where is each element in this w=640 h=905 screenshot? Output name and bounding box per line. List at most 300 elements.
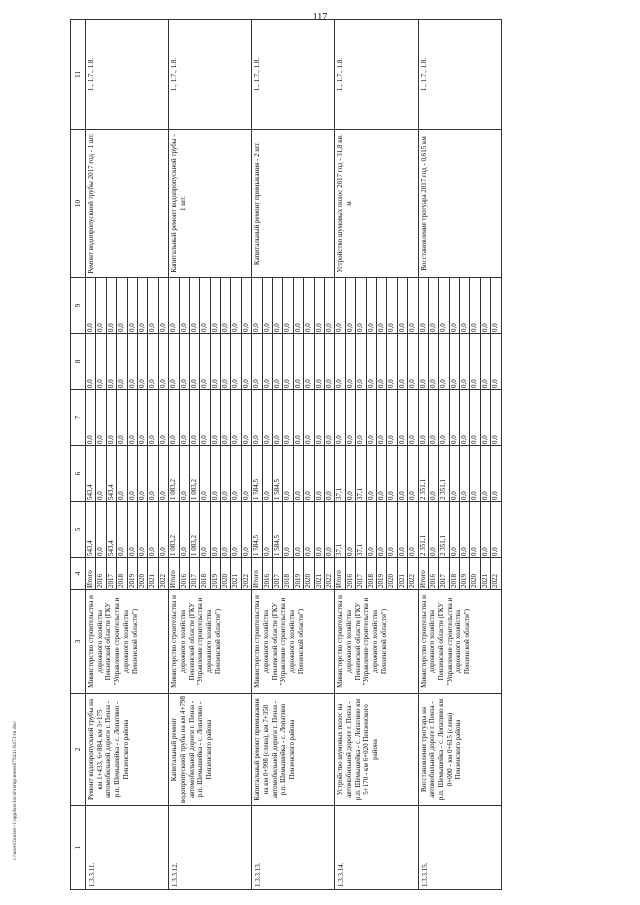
value-cell: 0,0: [231, 390, 241, 445]
activity-name: Устройство шумовых полос на автомобильной дороге г. Пенза - р.п. Шемышейка - с. Лопатино км 5+170 - км 6+020 Пензенского района: [335, 694, 418, 806]
value-cell: 0,0: [387, 502, 397, 557]
value-cell: 0,0: [367, 446, 377, 501]
value-cell: 0,0: [398, 278, 408, 333]
value-cell: 1 083,2: [190, 502, 200, 557]
value-cell: 0,0: [346, 502, 356, 557]
value-cell: 0,0: [377, 502, 387, 557]
indicator-link: 1., 1.7., 1.8.: [252, 20, 335, 130]
value-cell: 0,0: [96, 278, 106, 333]
values-c9: [169, 278, 252, 334]
value-cell: 0,0: [263, 446, 273, 501]
values-c5: [169, 502, 252, 558]
value-cell: 0,0: [387, 334, 397, 389]
value-cell: 0,0: [158, 491, 167, 500]
values-c8: [252, 334, 335, 390]
page-number: 117: [312, 12, 328, 23]
value-cell: 0,0: [481, 446, 491, 501]
file-path-footer: c:\users\borisb~1\appdata\local\temp\notes879441\6473-m.doc: [12, 721, 18, 860]
value-cell: 2022: [158, 574, 167, 588]
value-cell: 0,0: [491, 323, 500, 332]
value-cell: 0,0: [158, 379, 167, 388]
value-cell: 0,0: [491, 379, 500, 388]
value-cell: 0,0: [128, 502, 138, 557]
value-cell: 0,0: [439, 278, 449, 333]
row-code: 1.3.3.11.: [86, 806, 169, 890]
value-cell: 0,0: [346, 278, 356, 333]
value-cell: 2021: [231, 558, 241, 589]
value-cell: 0,0: [211, 390, 221, 445]
column-header-5: 5: [71, 502, 86, 558]
value-cell: 2018: [367, 558, 377, 589]
value-cell: 2022: [241, 574, 250, 588]
values-c9: [335, 278, 418, 334]
value-cell: 0,0: [491, 547, 500, 556]
value-cell: 2020: [221, 558, 231, 589]
value-cell: 2020: [138, 558, 148, 589]
value-cell: 0,0: [86, 278, 96, 333]
value-cell: 2018: [117, 558, 127, 589]
expected-result: Ремонт водопропускной трубы 2017 год - 1 шт.: [86, 130, 169, 278]
value-cell: 0,0: [211, 446, 221, 501]
value-cell: 0,0: [273, 390, 283, 445]
value-cell: 0,0: [481, 334, 491, 389]
column-header-3: 3: [71, 590, 86, 694]
executor: Министерство строительства и дорожного хозяйства Пензенской области (ГКУ "Управление строительства и дорожного хозяйства Пензенской области"): [252, 590, 335, 694]
value-cell: 0,0: [180, 278, 190, 333]
expected-result: Капитальный ремонт примыкания - 2 шт.: [252, 130, 335, 278]
value-cell: 0,0: [419, 390, 429, 445]
value-cell: 0,0: [283, 278, 293, 333]
executor: Министерство строительства и дорожного хозяйства Пензенской области (ГКУ "Управление строительства и дорожного хозяйства Пензенской области"): [335, 590, 418, 694]
value-cell: 0,0: [294, 446, 304, 501]
value-cell: 0,0: [231, 334, 241, 389]
column-header-7: 7: [71, 390, 86, 446]
activity-name: Восстановление тротуара на автомобильной дороге г. Пенза - р.п. Шемышейка - с. Лопатино км 0+000 - км 0+615 (слева) Пензенского района: [418, 694, 501, 806]
value-cell: 0,0: [419, 334, 429, 389]
value-cell: 0,0: [117, 278, 127, 333]
program-table: [70, 19, 502, 890]
value-cell: 0,0: [148, 334, 158, 389]
value-cell: 0,0: [356, 334, 366, 389]
value-cell: 0,0: [460, 334, 470, 389]
column-header-8: 8: [71, 334, 86, 390]
value-cell: 0,0: [273, 334, 283, 389]
values-c8: [418, 334, 501, 390]
value-cell: 2019: [211, 558, 221, 589]
value-cell: 0,0: [439, 334, 449, 389]
value-cell: 0,0: [304, 334, 314, 389]
value-cell: 0,0: [221, 502, 231, 557]
indicator-link: 1., 1.7., 1.8.: [418, 20, 501, 130]
value-cell: 2020: [387, 558, 397, 589]
value-cell: 2022: [408, 574, 417, 588]
value-cell: 0,0: [429, 446, 439, 501]
table-body: [86, 20, 502, 890]
value-cell: Итого: [419, 558, 429, 589]
value-cell: 0,0: [408, 379, 417, 388]
value-cell: 0,0: [470, 390, 480, 445]
value-cell: 543,4: [107, 502, 117, 557]
value-cell: 0,0: [200, 334, 210, 389]
table-row: [418, 20, 501, 890]
value-cell: 2019: [460, 558, 470, 589]
value-cell: 0,0: [304, 502, 314, 557]
value-cell: 0,0: [241, 323, 250, 332]
value-cell: 0,0: [429, 334, 439, 389]
values-c5: [252, 502, 335, 558]
value-cell: 0,0: [169, 390, 179, 445]
value-cell: 0,0: [158, 435, 167, 444]
value-cell: 0,0: [429, 278, 439, 333]
value-cell: 0,0: [470, 502, 480, 557]
value-cell: 1 584,5: [273, 502, 283, 557]
value-cell: 2020: [304, 558, 314, 589]
value-cell: 0,0: [283, 502, 293, 557]
value-cell: 0,0: [96, 502, 106, 557]
value-cell: 0,0: [419, 278, 429, 333]
value-cell: 0,0: [335, 390, 345, 445]
value-cell: 0,0: [387, 446, 397, 501]
value-cell: 0,0: [200, 446, 210, 501]
value-cell: 0,0: [377, 278, 387, 333]
values-c9: [418, 278, 501, 334]
indicator-link: 1., 1.7., 1.8.: [169, 20, 252, 130]
value-cell: 2016: [180, 558, 190, 589]
value-cell: 0,0: [398, 390, 408, 445]
value-cell: 0,0: [231, 502, 241, 557]
value-cell: 0,0: [481, 502, 491, 557]
value-cell: 0,0: [450, 334, 460, 389]
value-cell: 0,0: [221, 390, 231, 445]
executor: Министерство строительства и дорожного хозяйства Пензенской области (ГКУ "Управление строительства и дорожного хозяйства Пензенской области"): [169, 590, 252, 694]
value-cell: 0,0: [180, 446, 190, 501]
values-c7: [86, 390, 169, 446]
value-cell: 0,0: [481, 390, 491, 445]
value-cell: 0,0: [460, 278, 470, 333]
values-years: [252, 558, 335, 590]
column-header-4: 4: [71, 558, 86, 590]
value-cell: 0,0: [429, 502, 439, 557]
value-cell: 2020: [470, 558, 480, 589]
value-cell: 0,0: [450, 278, 460, 333]
value-cell: Итого: [335, 558, 345, 589]
value-cell: 2019: [128, 558, 138, 589]
value-cell: 0,0: [491, 491, 500, 500]
value-cell: 0,0: [148, 390, 158, 445]
value-cell: 0,0: [138, 446, 148, 501]
value-cell: 0,0: [283, 446, 293, 501]
value-cell: 2017: [190, 558, 200, 589]
column-header-9: 9: [71, 278, 86, 334]
value-cell: 0,0: [324, 547, 333, 556]
value-cell: 0,0: [470, 446, 480, 501]
value-cell: 0,0: [408, 323, 417, 332]
values-years: [335, 558, 418, 590]
value-cell: 0,0: [398, 502, 408, 557]
value-cell: 0,0: [460, 390, 470, 445]
value-cell: 0,0: [231, 446, 241, 501]
values-c5: [335, 502, 418, 558]
values-c6: [169, 446, 252, 502]
row-code: 1.3.3.13.: [252, 806, 335, 890]
value-cell: 0,0: [190, 278, 200, 333]
value-cell: 0,0: [367, 502, 377, 557]
value-cell: 0,0: [294, 278, 304, 333]
value-cell: 0,0: [377, 334, 387, 389]
executor: Министерство строительства и дорожного хозяйства Пензенской области (ГКУ "Управление строительства и дорожного хозяйства Пензенской области"): [418, 590, 501, 694]
value-cell: 0,0: [211, 278, 221, 333]
values-c7: [252, 390, 335, 446]
value-cell: 0,0: [304, 390, 314, 445]
values-years: [169, 558, 252, 590]
values-c9: [86, 278, 169, 334]
column-header-11: 11: [71, 20, 86, 130]
value-cell: 0,0: [86, 390, 96, 445]
values-c5: [418, 502, 501, 558]
value-cell: 0,0: [117, 446, 127, 501]
column-header-2: 2: [71, 694, 86, 806]
value-cell: 0,0: [221, 446, 231, 501]
value-cell: Итого: [169, 558, 179, 589]
value-cell: 2018: [450, 558, 460, 589]
value-cell: 0,0: [324, 379, 333, 388]
value-cell: 0,0: [169, 334, 179, 389]
values-c6: [86, 446, 169, 502]
value-cell: 0,0: [138, 334, 148, 389]
row-code: 1.3.3.12.: [169, 806, 252, 890]
value-cell: 0,0: [138, 278, 148, 333]
value-cell: 0,0: [460, 502, 470, 557]
values-c7: [418, 390, 501, 446]
value-cell: 2019: [377, 558, 387, 589]
value-cell: 2016: [263, 558, 273, 589]
value-cell: 0,0: [315, 278, 325, 333]
value-cell: 0,0: [356, 390, 366, 445]
value-cell: Итого: [86, 558, 96, 589]
value-cell: 0,0: [324, 491, 333, 500]
value-cell: 0,0: [398, 334, 408, 389]
value-cell: 0,0: [211, 334, 221, 389]
value-cell: 0,0: [180, 502, 190, 557]
values-c7: [335, 390, 418, 446]
value-cell: 0,0: [263, 334, 273, 389]
value-cell: 0,0: [128, 334, 138, 389]
value-cell: Итого: [252, 558, 262, 589]
value-cell: 0,0: [398, 446, 408, 501]
values-c9: [252, 278, 335, 334]
table-row: [335, 20, 418, 890]
value-cell: 0,0: [138, 390, 148, 445]
value-cell: 0,0: [367, 278, 377, 333]
value-cell: 0,0: [117, 502, 127, 557]
value-cell: 0,0: [367, 334, 377, 389]
value-cell: 2017: [107, 558, 117, 589]
value-cell: 1 584,5: [252, 502, 262, 557]
value-cell: 2021: [148, 558, 158, 589]
column-header-6: 6: [71, 446, 86, 502]
value-cell: 0,0: [263, 390, 273, 445]
value-cell: 2 351,1: [439, 502, 449, 557]
executor: Министерство строительства и дорожного хозяйства Пензенской области (ГКУ "Управление строительства и дорожного хозяйства Пензенской области"): [86, 590, 169, 694]
values-c5: [86, 502, 169, 558]
value-cell: 0,0: [408, 547, 417, 556]
values-c6: [335, 446, 418, 502]
value-cell: 0,0: [315, 502, 325, 557]
value-cell: 0,0: [324, 435, 333, 444]
value-cell: 0,0: [128, 278, 138, 333]
value-cell: 2016: [429, 558, 439, 589]
value-cell: 1 083,2: [190, 446, 200, 501]
value-cell: 0,0: [408, 491, 417, 500]
column-header-1: 1: [71, 806, 86, 890]
value-cell: 0,0: [324, 323, 333, 332]
value-cell: 0,0: [335, 278, 345, 333]
value-cell: 0,0: [180, 390, 190, 445]
value-cell: 0,0: [241, 435, 250, 444]
value-cell: 2018: [200, 558, 210, 589]
value-cell: 1 083,2: [169, 446, 179, 501]
value-cell: 0,0: [138, 502, 148, 557]
value-cell: 37,1: [356, 446, 366, 501]
row-code: 1.3.3.15.: [418, 806, 501, 890]
column-header-10: 10: [71, 130, 86, 278]
value-cell: 0,0: [96, 390, 106, 445]
value-cell: 0,0: [481, 278, 491, 333]
value-cell: 0,0: [200, 502, 210, 557]
value-cell: 0,0: [439, 390, 449, 445]
value-cell: 2019: [294, 558, 304, 589]
value-cell: 0,0: [304, 446, 314, 501]
value-cell: 0,0: [294, 334, 304, 389]
value-cell: 0,0: [96, 334, 106, 389]
value-cell: 0,0: [148, 278, 158, 333]
values-years: [86, 558, 169, 590]
value-cell: 0,0: [107, 334, 117, 389]
rotated-table-container: [70, 20, 590, 890]
table-row: [169, 20, 252, 890]
activity-name: Капитальный ремонт водопропускной трубы на км 4+798 автомобильной дороги г. Пенза - р.п. Шемышейка - с. Лопатино - Пензенского района: [169, 694, 252, 806]
value-cell: 0,0: [283, 390, 293, 445]
activity-name: Капитальный ремонт примыкания на км 0+998 (слева), км 7+350 автомобильной дороги г. Пенза - р.п. Шемышейка - с. Лопатино Пензенского района: [252, 694, 335, 806]
value-cell: 0,0: [387, 390, 397, 445]
value-cell: 37,1: [335, 446, 345, 501]
value-cell: 0,0: [491, 435, 500, 444]
value-cell: 1 584,5: [252, 446, 262, 501]
value-cell: 0,0: [158, 547, 167, 556]
activity-name: Ремонт водопропускной трубы на км 1+433, 6+884, км 3+175 автомобильной дороги г. Пенза - р.п. Шемышейка - с. Лопатино - Пензенского района: [86, 694, 169, 806]
value-cell: 2022: [491, 574, 500, 588]
value-cell: 0,0: [346, 446, 356, 501]
value-cell: 0,0: [460, 446, 470, 501]
value-cell: 543,4: [86, 446, 96, 501]
value-cell: 0,0: [346, 390, 356, 445]
values-c8: [169, 334, 252, 390]
table-row: [86, 20, 169, 890]
value-cell: 1 083,2: [169, 502, 179, 557]
value-cell: 0,0: [377, 446, 387, 501]
value-cell: 0,0: [221, 278, 231, 333]
value-cell: 0,0: [315, 334, 325, 389]
value-cell: 0,0: [148, 502, 158, 557]
value-cell: 1 584,5: [273, 446, 283, 501]
values-c8: [335, 334, 418, 390]
value-cell: 2021: [481, 558, 491, 589]
value-cell: 0,0: [470, 278, 480, 333]
value-cell: 0,0: [241, 379, 250, 388]
value-cell: 0,0: [221, 334, 231, 389]
value-cell: 2018: [283, 558, 293, 589]
value-cell: 0,0: [450, 390, 460, 445]
value-cell: 0,0: [190, 334, 200, 389]
value-cell: 2016: [96, 558, 106, 589]
value-cell: 0,0: [128, 390, 138, 445]
value-cell: 0,0: [450, 502, 460, 557]
row-code: 1.3.3.14.: [335, 806, 418, 890]
value-cell: 0,0: [231, 278, 241, 333]
value-cell: 37,1: [335, 502, 345, 557]
value-cell: 2021: [398, 558, 408, 589]
value-cell: 0,0: [252, 334, 262, 389]
value-cell: 0,0: [346, 334, 356, 389]
value-cell: 2021: [315, 558, 325, 589]
indicator-link: 1., 1.7., 1.8.: [86, 20, 169, 130]
value-cell: 0,0: [304, 278, 314, 333]
value-cell: 0,0: [169, 278, 179, 333]
value-cell: 0,0: [241, 491, 250, 500]
value-cell: 0,0: [158, 323, 167, 332]
value-cell: 0,0: [117, 334, 127, 389]
expected-result: Устройство шумовых полос 2017 год - 31,8 кв. м: [335, 130, 418, 278]
value-cell: 0,0: [294, 390, 304, 445]
value-cell: 0,0: [367, 390, 377, 445]
values-c6: [252, 446, 335, 502]
expected-result: Капитальный ремонт водопропускной трубы - 1 шт.: [169, 130, 252, 278]
value-cell: 0,0: [200, 390, 210, 445]
value-cell: 0,0: [241, 547, 250, 556]
value-cell: 0,0: [252, 390, 262, 445]
value-cell: 0,0: [263, 278, 273, 333]
value-cell: 0,0: [107, 278, 117, 333]
value-cell: 2016: [346, 558, 356, 589]
value-cell: 2017: [273, 558, 283, 589]
values-c8: [86, 334, 169, 390]
value-cell: 0,0: [356, 278, 366, 333]
value-cell: 0,0: [200, 278, 210, 333]
value-cell: 2 351,1: [439, 446, 449, 501]
value-cell: 0,0: [294, 502, 304, 557]
value-cell: 0,0: [377, 390, 387, 445]
value-cell: 0,0: [263, 502, 273, 557]
value-cell: 543,4: [86, 502, 96, 557]
values-c6: [418, 446, 501, 502]
value-cell: 0,0: [190, 390, 200, 445]
value-cell: 2017: [356, 558, 366, 589]
value-cell: 0,0: [128, 446, 138, 501]
value-cell: 0,0: [107, 390, 117, 445]
value-cell: 2 351,1: [419, 446, 429, 501]
value-cell: 0,0: [117, 390, 127, 445]
value-cell: 0,0: [86, 334, 96, 389]
value-cell: 0,0: [450, 446, 460, 501]
value-cell: 0,0: [315, 390, 325, 445]
value-cell: 0,0: [252, 278, 262, 333]
values-years: [418, 558, 501, 590]
value-cell: 0,0: [96, 446, 106, 501]
header-row: [71, 20, 86, 890]
value-cell: 0,0: [470, 334, 480, 389]
value-cell: 0,0: [315, 446, 325, 501]
expected-result: Восстановление тротуара 2017 год - 0,615 км: [418, 130, 501, 278]
